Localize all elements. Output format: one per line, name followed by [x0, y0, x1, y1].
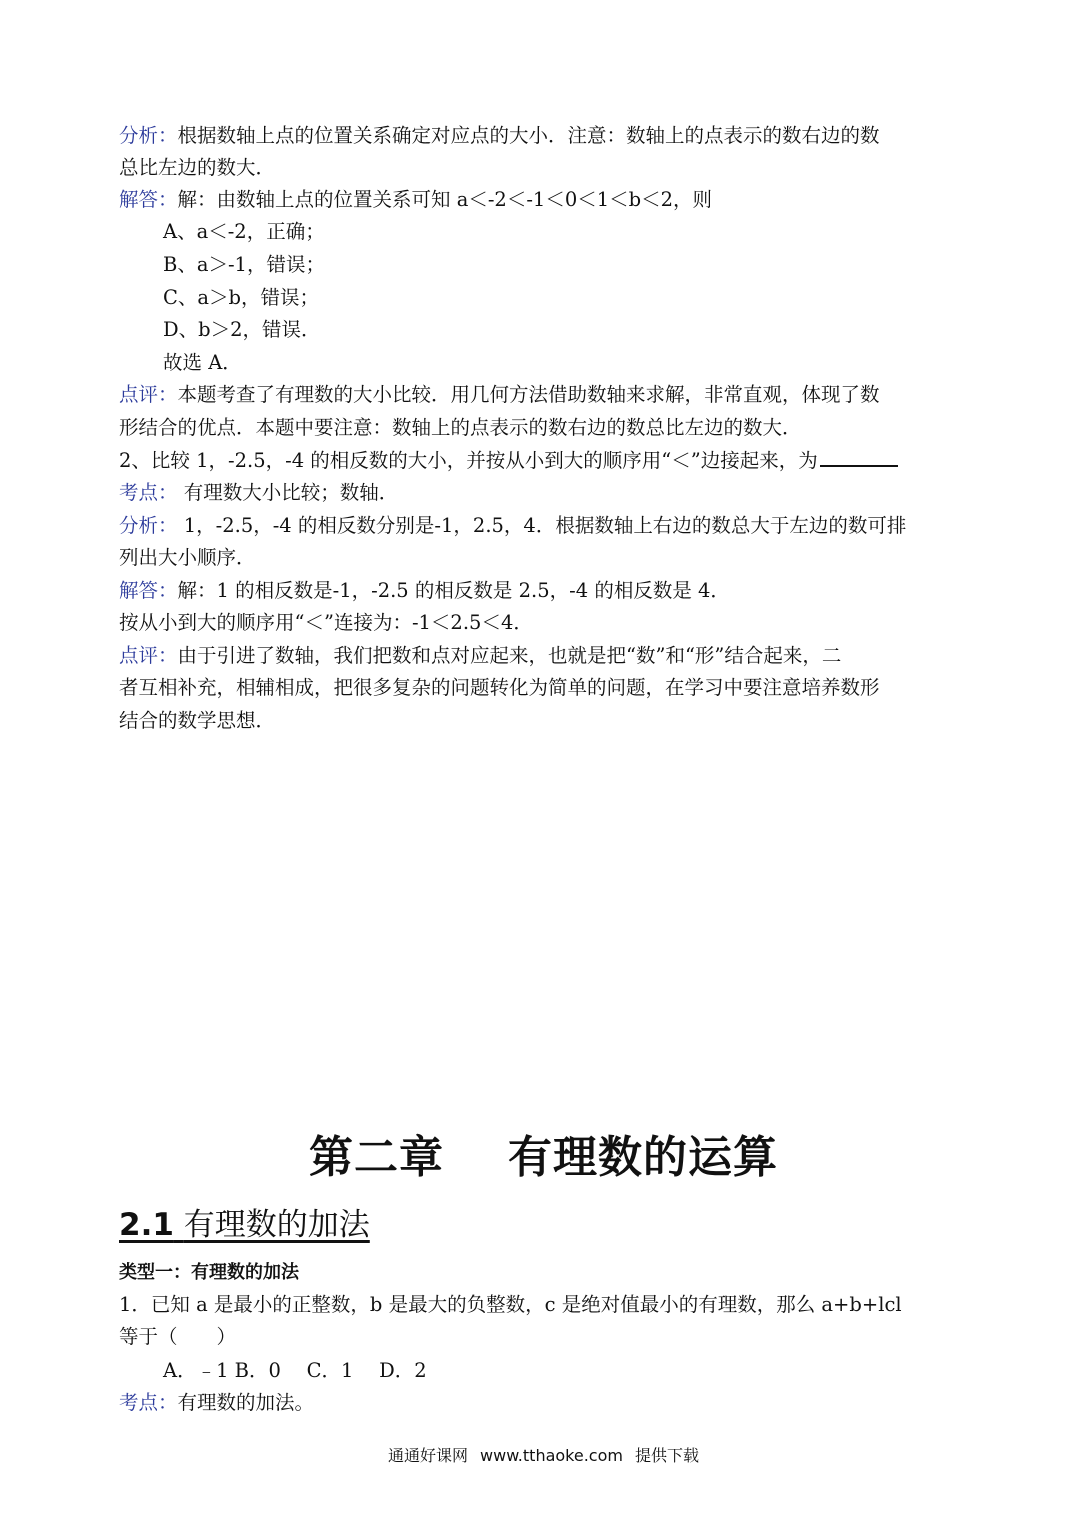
option-d: D、b＞2，错误． — [163, 318, 321, 341]
conclusion: 故选 A． — [163, 351, 242, 374]
chapter-title — [0, 1130, 1087, 1186]
section-number: 2.1 — [119, 1207, 174, 1243]
analysis-2-line-2: 列出大小顺序． — [119, 546, 256, 569]
option-a: A、a＜-2，正确； — [163, 220, 325, 243]
analysis-label: 分析： — [119, 124, 178, 147]
analysis-line-2: 总比左边的数大． — [119, 156, 276, 179]
answer-label: 解答： — [119, 579, 178, 602]
comment-label: 点评： — [119, 644, 178, 667]
question-2 — [119, 447, 898, 475]
option-b: B、a＞-1，错误； — [163, 253, 325, 276]
question-1-line-2: 等于（ ） — [119, 1325, 237, 1348]
answer-line-1 — [119, 186, 712, 214]
point-line — [119, 479, 398, 507]
footer-note: 提供下载 — [634, 1446, 699, 1465]
question-2-text: 2、比较 1，-2.5，-4 的相反数的大小，并按从小到大的顺序用“＜”边接起来，为 — [119, 449, 818, 472]
answer-2-line-2: 按从小到大的顺序用“＜”连接为：-1＜2.5＜4． — [119, 611, 533, 634]
footer-site-name: 通通好课网 — [388, 1446, 469, 1465]
answer-blank — [820, 447, 898, 467]
point-3-line — [119, 1389, 314, 1417]
option-c: C、a＞b，错误； — [163, 286, 320, 309]
point-text: 有理数大小比较；数轴． — [177, 481, 399, 504]
comment-2-line-1 — [119, 642, 841, 670]
point-label: 考点： — [119, 481, 178, 504]
question-1-options: A．﹣1 B．0 C．1 D．2 — [163, 1359, 427, 1382]
footer-url: www.tthaoke.com — [480, 1446, 623, 1465]
analysis-line-1 — [119, 122, 880, 150]
comment-text: 本题考查了有理数的大小比较．用几何方法借助数轴来求解，非常直观，体现了数 — [177, 383, 880, 406]
section-title — [119, 1203, 370, 1247]
analysis-text: 根据数轴上点的位置关系确定对应点的大小．注意：数轴上的点表示的数右边的数 — [177, 124, 880, 147]
comment-2-line-3: 结合的数学思想． — [119, 709, 276, 732]
comment-2-line-2: 者互相补充，相辅相成，把很多复杂的问题转化为简单的问题，在学习中要注意培养数形 — [119, 676, 880, 699]
point-label: 考点： — [119, 1391, 178, 1414]
comment-line-2: 形结合的优点．本题中要注意：数轴上的点表示的数右边的数总比左边的数大． — [119, 416, 802, 439]
answer-label: 解答： — [119, 188, 178, 211]
comment-2-text: 由于引进了数轴，我们把数和点对应起来，也就是把“数”和“形”结合起来，二 — [177, 644, 842, 667]
answer-2-line-1 — [119, 577, 730, 605]
point-3-text: 有理数的加法。 — [177, 1391, 315, 1414]
answer-2-text: 解：1 的相反数是-1，-2.5 的相反数是 2.5，-4 的相反数是 4． — [177, 579, 730, 602]
analysis-2-line-1 — [119, 512, 906, 540]
comment-line-1 — [119, 381, 880, 409]
answer-text: 解：由数轴上点的位置关系可知 a＜-2＜-1＜0＜1＜b＜2，则 — [177, 188, 713, 211]
page-footer — [0, 1443, 1087, 1469]
comment-label: 点评： — [119, 383, 178, 406]
type-heading: 类型一：有理数的加法 — [119, 1262, 299, 1283]
chapter-name: 有理数的运算 — [508, 1132, 778, 1183]
chapter-number: 第二章 — [309, 1132, 444, 1183]
section-name: 有理数的加法 — [183, 1207, 370, 1243]
analysis-2-text: 1，-2.5，-4 的相反数分别是-1，2.5，4．根据数轴上右边的数总大于左边的数可排 — [177, 514, 907, 537]
question-1-line-1: 1．已知 a 是最小的正整数，b 是最大的负整数，c 是绝对值最小的有理数，那么 a+b+lcl — [119, 1293, 902, 1316]
analysis-label: 分析： — [119, 514, 178, 537]
